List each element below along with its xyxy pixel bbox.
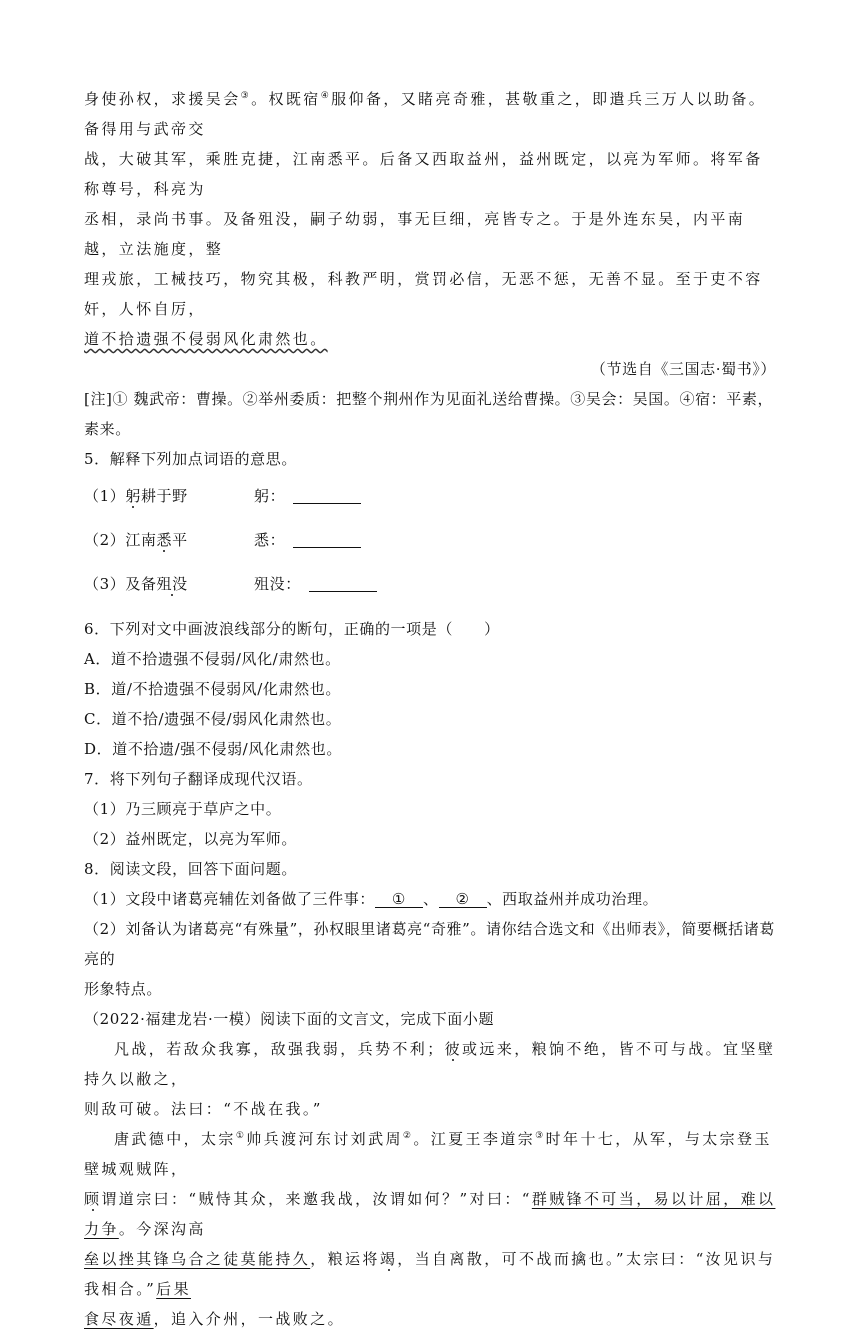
passage-line: 顾谓道宗曰：“贼恃其众，来邀我战，汝谓如何？”对曰：“群贼锋不可当，易以计屈，难以力争。今深沟高 (84, 1190, 776, 1238)
passage-2 (84, 1034, 776, 1334)
answer-blank[interactable] (293, 533, 361, 548)
document-page (84, 84, 776, 1334)
footnote-marker: ② (402, 1131, 414, 1141)
answer-blank[interactable] (309, 577, 377, 592)
passage-line: 食尽夜遁，追入介州，一战败之。 (84, 1310, 346, 1328)
passage-line: 则敌可破。法曰：“不战在我。” (84, 1100, 323, 1118)
footnote: [注]① 魏武帝：曹操。②举州委质：把整个荆州作为见面礼送给曹操。③吴会：吴国。④宿：平素，素来。 (84, 390, 774, 438)
q8-item-1: （1）文段中诸葛亮辅佐刘备做了三件事： ① 、 ② 、西取益州并成功治理。 (84, 890, 659, 908)
question-5-title: 5．解释下列加点词语的意思。 (84, 450, 297, 468)
answer-blank[interactable]: ① (375, 891, 423, 908)
passage-line: 战，大破其军，乘胜克捷，江南悉平。后备又西取益州，益州既定，以亮为军师。将军备称尊号，科亮为 (84, 150, 763, 198)
source-citation: （节选自《三国志·蜀书》） (590, 360, 776, 378)
dotted-word: 悉 (156, 531, 173, 549)
answer-blank[interactable] (293, 489, 361, 504)
passage-line: 理戎旅，工械技巧，物究其极，科教严明，赏罚必信，无恶不惩，无善不显。至于吏不容奸，人怀自厉， (84, 270, 763, 318)
q5-item: （3）及备殂没 殂没： (84, 562, 776, 606)
passage-line: 身使孙权，求援吴会③。权既宿④服仰备，又睹亮奇雅，甚敬重之，即遣兵三万人以助备。备得用与武帝交 (84, 90, 767, 138)
dotted-word: 竭 (379, 1250, 398, 1268)
dotted-word: 殂没 (156, 575, 188, 593)
passage-line: 垒以挫其锋乌合之徒莫能持久，粮运将竭，当自离散，可不战而擒也。”太宗曰：“汝见识与我相合。”后果 (84, 1250, 776, 1298)
q5-item: （2）江南悉平 悉： (84, 518, 776, 562)
option-d[interactable]: D．道不拾遗/强不侵弱/风化肃然也。 (84, 740, 342, 758)
option-b[interactable]: B．道/不拾遗强不侵弱风/化肃然也。 (84, 680, 341, 698)
underlined-text: 垒以挫其锋乌合之徒莫能持久 (84, 1250, 311, 1268)
question-7-title: 7．将下列句子翻译成现代汉语。 (84, 770, 313, 788)
option-a[interactable]: A．道不拾遗强不侵弱/风化/肃然也。 (84, 650, 341, 668)
question-8-title: 8．阅读文段，回答下面问题。 (84, 860, 297, 878)
q8-item-2-line: （2）刘备认为诸葛亮“有殊量”，孙权眼里诸葛亮“奇雅”。请你结合选文和《出师表》，简要概括诸葛亮的 (84, 920, 775, 968)
footnote-marker: ③ (240, 91, 252, 101)
passage-line-wavy (84, 324, 776, 354)
option-c[interactable]: C．道不拾/遗强不侵/弱风化肃然也。 (84, 710, 342, 728)
question-5-items (84, 474, 776, 606)
q8-item-2-line: 形象特点。 (84, 980, 163, 998)
q7-item: （1）乃三顾亮于草庐之中。 (84, 800, 282, 818)
underlined-text: 食尽夜遁 (84, 1310, 154, 1328)
answer-blank[interactable]: ② (439, 891, 487, 908)
passage-line: 凡战，若敌众我寡，敌强我弱，兵势不利；彼或远来，粮饷不绝，皆不可与战。宜坚壁持久以敝之， (84, 1040, 776, 1088)
wavy-underlined-text: 道不拾遗强不侵弱风化肃然也。 (84, 330, 328, 348)
passage-sanguozhi (84, 84, 776, 354)
dotted-word: 躬 (125, 487, 141, 505)
dotted-word: 彼 (444, 1040, 463, 1058)
q7-item: （2）益州既定，以亮为军师。 (84, 830, 297, 848)
section-header: （2022·福建龙岩·一模）阅读下面的文言文，完成下面小题 (84, 1010, 495, 1028)
footnote-marker: ③ (535, 1131, 546, 1141)
q5-item: （1）躬耕于野 躬： (84, 474, 776, 518)
footnote-marker: ① (235, 1131, 247, 1141)
passage-line: 唐武德中，太宗①帅兵渡河东讨刘武周②。江夏王李道宗③时年十七，从军，与太宗登玉壁城观贼阵， (84, 1130, 772, 1178)
dotted-word: 顾 (84, 1190, 102, 1208)
question-6-title: 6．下列对文中画波浪线部分的断句，正确的一项是（ ） (84, 620, 500, 638)
underlined-text: 后果 (156, 1280, 191, 1298)
passage-line: 丞相，录尚书事。及备殂没，嗣子幼弱，事无巨细，亮皆专之。于是外连东吴，内平南越，立法施度，整 (84, 210, 746, 258)
underlined-text: 群贼锋不可当，易以计屈，难以力争 (84, 1190, 776, 1238)
footnote-marker: ④ (320, 91, 332, 101)
